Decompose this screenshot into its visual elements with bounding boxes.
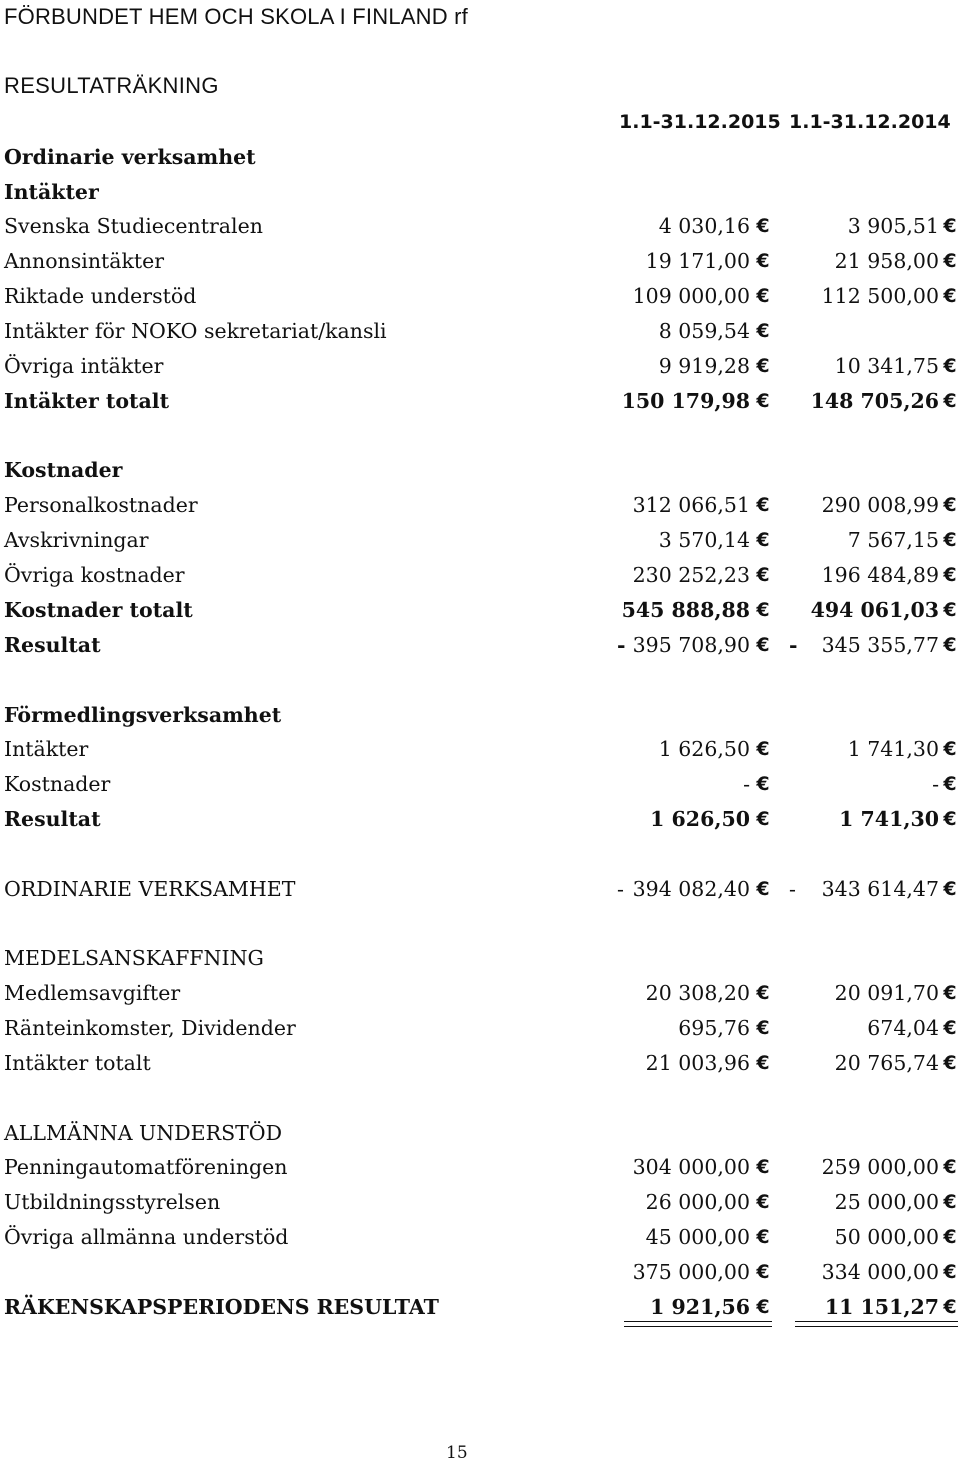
euro-icon: € [756, 599, 770, 621]
euro-icon: € [756, 285, 770, 307]
amount-previous: 112 500,00 [821, 284, 939, 308]
amount-current: 3 570,14 [658, 528, 750, 552]
statement-row [0, 698, 960, 732]
euro-icon: € [756, 1156, 770, 1178]
euro-icon: € [943, 1017, 957, 1039]
statement-row [0, 453, 960, 487]
amount-previous: 25 000,00 [834, 1190, 939, 1214]
row-label: Resultat [4, 807, 101, 831]
amount-current: 19 171,00 [645, 249, 750, 273]
euro-icon: € [756, 215, 770, 237]
euro-icon: € [756, 878, 770, 900]
euro-icon: € [756, 1261, 770, 1283]
statement-row [0, 872, 960, 906]
euro-icon: € [943, 1156, 957, 1178]
negative-sign-previous: - [789, 633, 798, 657]
row-label: Förmedlingsverksamhet [4, 703, 282, 727]
row-label: Övriga intäkter [4, 354, 164, 378]
row-label: Intäkter [4, 737, 89, 761]
statement-row [0, 628, 960, 662]
row-label: Intäkter [4, 180, 99, 204]
statement-row [0, 523, 960, 557]
euro-icon: € [756, 1296, 770, 1318]
amount-current: 21 003,96 [645, 1051, 750, 1075]
euro-icon: € [943, 773, 957, 795]
euro-icon: € [756, 808, 770, 830]
amount-current: 230 252,23 [632, 563, 750, 587]
euro-icon: € [943, 634, 957, 656]
period-previous-header: 1.1-31.12.2014 [789, 111, 951, 133]
double-underline-current [624, 1321, 772, 1327]
euro-icon: € [943, 355, 957, 377]
amount-current: 395 708,90 [632, 633, 750, 657]
amount-previous: 259 000,00 [821, 1155, 939, 1179]
euro-icon: € [943, 1226, 957, 1248]
statement-row [0, 1185, 960, 1219]
euro-icon: € [943, 982, 957, 1004]
double-underline-previous [795, 1321, 958, 1327]
row-label: Övriga kostnader [4, 563, 185, 587]
statement-row [0, 244, 960, 278]
statement-row [0, 279, 960, 313]
row-label: MEDELSANSKAFFNING [4, 946, 264, 970]
euro-icon: € [756, 634, 770, 656]
statement-row [0, 209, 960, 243]
row-label: Ordinarie verksamhet [4, 145, 256, 169]
negative-sign-previous: - [789, 877, 796, 901]
page-number: 15 [446, 1443, 468, 1463]
row-label: Kostnader [4, 458, 123, 482]
statement-row [0, 1255, 960, 1289]
euro-icon: € [756, 494, 770, 516]
statement-row [0, 732, 960, 766]
row-label: Kostnader totalt [4, 598, 193, 622]
amount-current: 304 000,00 [632, 1155, 750, 1179]
row-label: Riktade understöd [4, 284, 197, 308]
amount-current: 150 179,98 [621, 389, 750, 413]
statement-row [0, 384, 960, 418]
amount-previous: 3 905,51 [847, 214, 939, 238]
amount-current: 4 030,16 [658, 214, 750, 238]
amount-current: 20 308,20 [645, 981, 750, 1005]
amount-previous: 11 151,27 [824, 1295, 939, 1319]
euro-icon: € [943, 390, 957, 412]
statement-row [0, 976, 960, 1010]
row-label: Penningautomatföreningen [4, 1155, 288, 1179]
amount-previous: 50 000,00 [834, 1225, 939, 1249]
amount-previous: 674,04 [867, 1016, 939, 1040]
statement-row [0, 593, 960, 627]
statement-row [0, 175, 960, 209]
statement-row [0, 1116, 960, 1150]
row-label: Övriga allmänna understöd [4, 1225, 289, 1249]
report-title: RESULTATRÄKNING [4, 73, 219, 98]
amount-previous: 21 958,00 [834, 249, 939, 273]
euro-icon: € [756, 355, 770, 377]
row-label: Utbildningsstyrelsen [4, 1190, 221, 1214]
euro-icon: € [943, 808, 957, 830]
amount-previous: 7 567,15 [847, 528, 939, 552]
euro-icon: € [756, 773, 770, 795]
amount-previous: 334 000,00 [821, 1260, 939, 1284]
amount-previous: 10 341,75 [834, 354, 939, 378]
euro-icon: € [756, 1191, 770, 1213]
negative-sign-current: - [617, 877, 624, 901]
amount-current: 109 000,00 [632, 284, 750, 308]
row-label: Annonsintäkter [4, 249, 165, 273]
amount-current: 45 000,00 [645, 1225, 750, 1249]
amount-previous: - [932, 772, 939, 796]
statement-row [0, 1220, 960, 1254]
statement-row [0, 1290, 960, 1324]
euro-icon: € [943, 599, 957, 621]
amount-current: 1 921,56 [650, 1295, 750, 1319]
negative-sign-current: - [617, 633, 626, 657]
euro-icon: € [756, 1226, 770, 1248]
amount-previous: 1 741,30 [839, 807, 939, 831]
row-label: ALLMÄNNA UNDERSTÖD [4, 1121, 283, 1145]
amount-current: 375 000,00 [632, 1260, 750, 1284]
row-label: Kostnader [4, 772, 111, 796]
amount-current: 312 066,51 [632, 493, 750, 517]
amount-current: 1 626,50 [658, 737, 750, 761]
amount-previous: 345 355,77 [821, 633, 939, 657]
row-label: ORDINARIE VERKSAMHET [4, 877, 296, 901]
amount-previous: 20 091,70 [834, 981, 939, 1005]
amount-current: 545 888,88 [621, 598, 750, 622]
row-label: Intäkter totalt [4, 1051, 151, 1075]
statement-row [0, 1046, 960, 1080]
euro-icon: € [756, 564, 770, 586]
euro-icon: € [756, 390, 770, 412]
amount-current: 394 082,40 [632, 877, 750, 901]
euro-icon: € [943, 494, 957, 516]
amount-previous: 1 741,30 [847, 737, 939, 761]
euro-icon: € [943, 1296, 957, 1318]
euro-icon: € [756, 1017, 770, 1039]
amount-previous: 290 008,99 [821, 493, 939, 517]
amount-current: 26 000,00 [645, 1190, 750, 1214]
row-label: Medlemsavgifter [4, 981, 181, 1005]
euro-icon: € [756, 1052, 770, 1074]
statement-row [0, 349, 960, 383]
amount-previous: 196 484,89 [821, 563, 939, 587]
euro-icon: € [943, 215, 957, 237]
euro-icon: € [943, 738, 957, 760]
amount-current: 8 059,54 [658, 319, 750, 343]
row-label: Avskrivningar [4, 528, 149, 552]
amount-previous: 148 705,26 [810, 389, 939, 413]
statement-row [0, 1150, 960, 1184]
euro-icon: € [756, 320, 770, 342]
euro-icon: € [943, 1261, 957, 1283]
statement-row [0, 558, 960, 592]
statement-row [0, 140, 960, 174]
row-label: Resultat [4, 633, 101, 657]
amount-previous: 343 614,47 [821, 877, 939, 901]
amount-current: 695,76 [678, 1016, 750, 1040]
row-label: Svenska Studiecentralen [4, 214, 263, 238]
euro-icon: € [756, 738, 770, 760]
row-label: Intäkter totalt [4, 389, 170, 413]
statement-row [0, 767, 960, 801]
statement-row [0, 314, 960, 348]
euro-icon: € [943, 250, 957, 272]
row-label: Ränteinkomster, Dividender [4, 1016, 296, 1040]
euro-icon: € [756, 529, 770, 551]
statement-row [0, 941, 960, 975]
row-label: Intäkter för NOKO sekretariat/kansli [4, 319, 387, 343]
euro-icon: € [943, 285, 957, 307]
amount-current: - [743, 772, 750, 796]
euro-icon: € [756, 982, 770, 1004]
euro-icon: € [943, 1191, 957, 1213]
amount-current: 1 626,50 [650, 807, 750, 831]
row-label: Personalkostnader [4, 493, 198, 517]
euro-icon: € [756, 250, 770, 272]
period-current-header: 1.1-31.12.2015 [619, 111, 781, 133]
organization-name: FÖRBUNDET HEM OCH SKOLA I FINLAND rf [4, 4, 468, 29]
amount-previous: 20 765,74 [834, 1051, 939, 1075]
amount-previous: 494 061,03 [810, 598, 939, 622]
statement-row [0, 1011, 960, 1045]
amount-current: 9 919,28 [658, 354, 750, 378]
euro-icon: € [943, 564, 957, 586]
euro-icon: € [943, 529, 957, 551]
row-label: RÄKENSKAPSPERIODENS RESULTAT [4, 1295, 439, 1319]
euro-icon: € [943, 1052, 957, 1074]
statement-row [0, 488, 960, 522]
euro-icon: € [943, 878, 957, 900]
statement-row [0, 802, 960, 836]
